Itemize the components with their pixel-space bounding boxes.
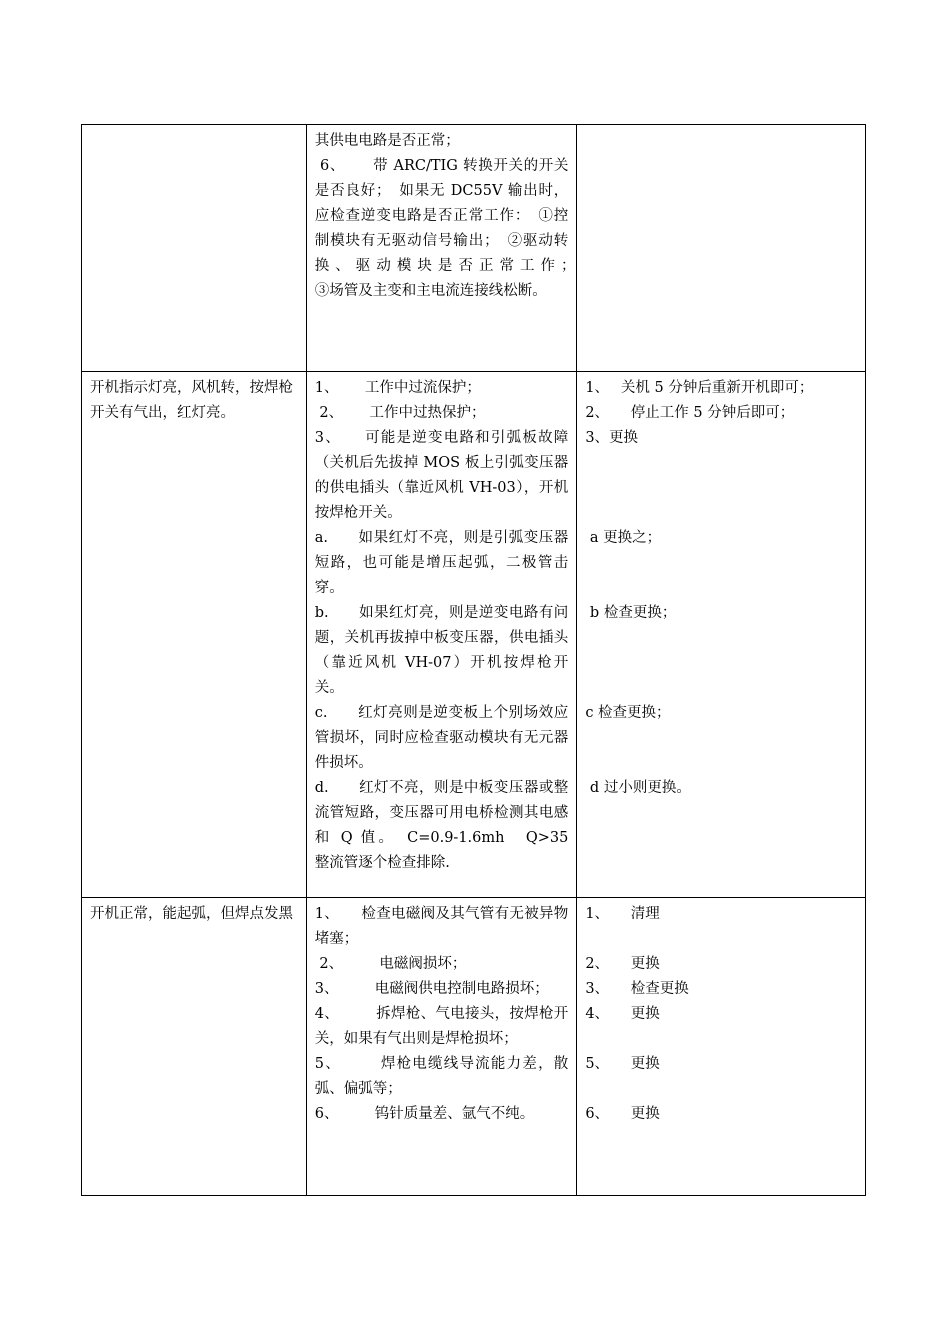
solution-text: d 过小则更换。: [585, 780, 691, 796]
table-row: [82, 898, 866, 1196]
symptom-cell: [82, 898, 307, 1196]
check-text: a. 如果红灯不亮，则是引弧变压器短路，也可能是增压起弧，二极管击穿。: [314, 530, 569, 596]
solution-text: 3、 检查更换: [585, 981, 689, 997]
table-row: [82, 372, 866, 898]
check-cell: [306, 125, 627, 372]
solution-cell: [577, 125, 866, 372]
check-text: 1、 检查电磁阀及其气管有无被异物堵塞；: [314, 906, 569, 947]
solution-text: 2、 停止工作 5 分钟后即可；: [585, 405, 795, 421]
check-text: 4、 拆焊枪、气电接头，按焊枪开关，如果有气出则是焊枪损坏；: [314, 1006, 569, 1047]
check-text: 其供电电路是否正常；: [314, 133, 460, 149]
solution-text: 5、 更换: [585, 1056, 660, 1072]
symptom-cell: [82, 372, 307, 898]
solution-text: a 更换之；: [585, 530, 662, 546]
check-text: 2、 电磁阀损坏；: [314, 956, 467, 972]
check-cell: [306, 898, 577, 1196]
table-row: [82, 125, 866, 372]
check-text: 5、 焊枪电缆线导流能力差，散弧、偏弧等；: [314, 1056, 569, 1097]
solution-text: b 检查更换；: [585, 605, 677, 621]
solution-text: 1、 清理: [585, 906, 660, 922]
check-text: 6、 带 ARC/TIG 转换开关的开关是否良好； 如果无 DC55V 输出时，应检查逆变电路是否正常工作： ①控制模块有无驱动信号输出； ②驱动转换、驱动模块是否正常工作； ③场管及主变和主电流连接线松断。: [314, 158, 627, 299]
solution-cell: [577, 898, 866, 1196]
troubleshooting-table: [81, 124, 866, 1196]
solution-text: 2、 更换: [585, 956, 660, 972]
check-text: c. 红灯亮则是逆变板上个别场效应管损坏，同时应检查驱动模块有无元器件损坏。: [314, 705, 569, 771]
check-cell: [306, 372, 583, 898]
symptom-cell: [82, 125, 307, 372]
solution-text: 3、更换: [585, 430, 639, 446]
solution-text: c 检查更换；: [585, 705, 671, 721]
symptom-text: 开机指示灯亮，风机转，按焊枪开关有气出，红灯亮。: [90, 380, 293, 421]
solution-text: 1、 关机 5 分钟后重新开机即可；: [585, 380, 814, 396]
symptom-text: 开机正常，能起弧，但焊点发黑: [90, 906, 293, 922]
solution-cell: [577, 372, 866, 898]
check-text: 3、 可能是逆变电路和引弧板故障（关机后先拔掉 MOS 板上引弧变压器的供电插头（靠近风机 VH-03），开机按焊枪开关。: [314, 430, 569, 521]
check-text: 1、 工作中过流保护；: [314, 380, 481, 396]
solution-text: 6、 更换: [585, 1106, 660, 1122]
check-text: b. 如果红灯亮，则是逆变电路有问题，关机再拔掉中板变压器，供电插头（靠近风机 VH-07）开机按焊枪开关。: [314, 605, 569, 696]
check-text: 3、 电磁阀供电控制电路损坏；: [314, 981, 549, 997]
solution-text: 4、 更换: [585, 1006, 660, 1022]
check-text: d. 红灯不亮，则是中板变压器或整流管短路，变压器可用电桥检测其电感和 Q 值。 C=0.9-1.6mh Q>35 整流管逐个检查排除.: [314, 780, 583, 871]
check-text: 2、 工作中过热保护；: [314, 405, 486, 421]
check-text: 6、 钨针质量差、氩气不纯。: [314, 1106, 535, 1122]
